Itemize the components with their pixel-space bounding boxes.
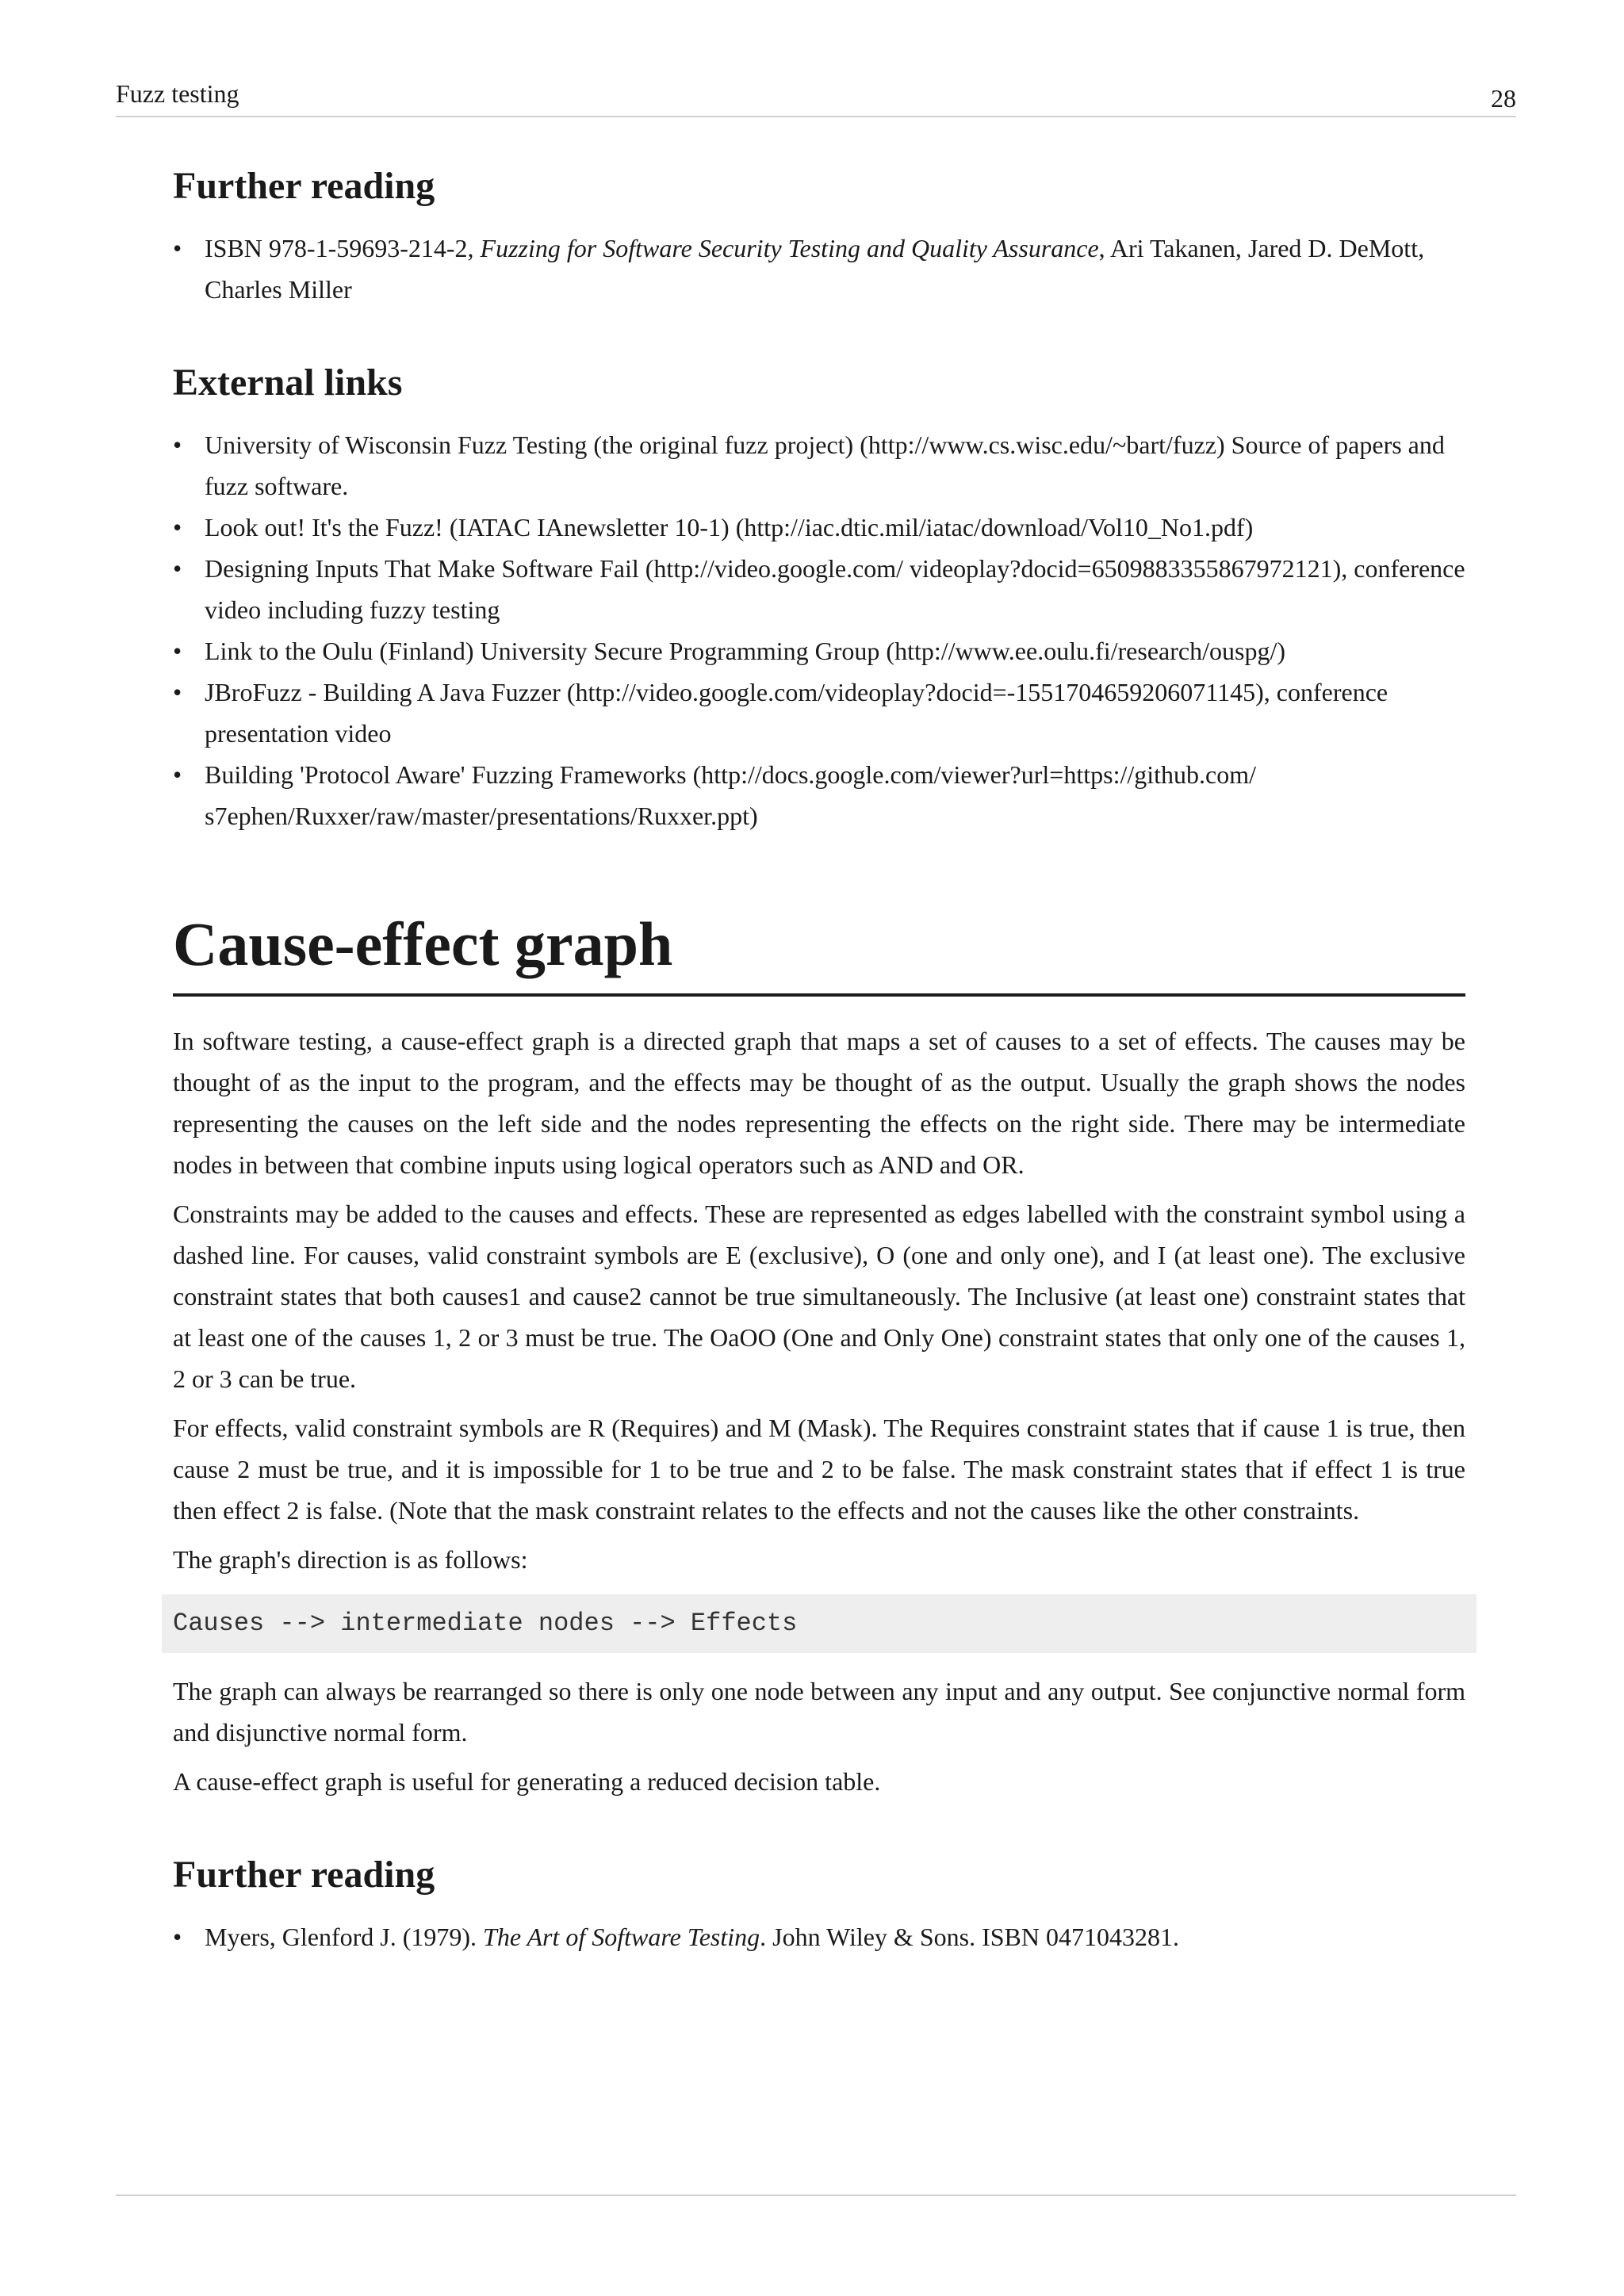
further-reading-heading: Further reading bbox=[173, 1854, 435, 1896]
reference-title: Fuzzing for Software Security Testing and Quality Assurance bbox=[480, 234, 1099, 262]
further-reading-list bbox=[173, 1916, 1465, 1957]
page-number: 28 bbox=[1491, 84, 1516, 113]
reference-text: ISBN 978-1-59693-214-2, bbox=[205, 234, 481, 262]
body-paragraph: The graph's direction is as follows: bbox=[173, 1545, 528, 1574]
page-content bbox=[173, 163, 1465, 1957]
body-paragraph: Constraints may be added to the causes and effects. These are represented as edges labelled with the constraint symbol using a dashed line. For causes, valid constraint symbols are E (exclusive), O (one and only one), and I (at least one). The exclusive constraint states that both causes1 and cause2 cannot be true simultaneously. The Inclusive (at least one) constraint states that at least one of the causes 1, 2 or 3 must be true. The OaOO (One and Only One) constraint states that only one of the causes 1, 2 or 3 can be true. bbox=[173, 1200, 1465, 1393]
external-links-list bbox=[173, 424, 1465, 836]
body-paragraph: A cause-effect graph is useful for generating a reduced decision table. bbox=[173, 1767, 881, 1796]
reference-item bbox=[173, 228, 1465, 310]
further-reading-heading: Further reading bbox=[173, 165, 435, 207]
reference-title: The Art of Software Testing bbox=[483, 1923, 760, 1951]
chapter-title: Cause-effect graph bbox=[173, 905, 1465, 997]
external-link-item[interactable]: • Look out! It's the Fuzz! (IATAC IAnewsletter 10-1) (http://iac.dtic.mil/iatac/download/Vol10_No1.pdf) bbox=[173, 507, 1465, 548]
further-reading-list bbox=[173, 228, 1465, 310]
external-link-item[interactable]: • Building 'Protocol Aware' Fuzzing Frameworks (http://docs.google.com/viewer?url=https://github.com/ s7ephen/Ruxxer/raw/master/presentations/Ruxxer.ppt) bbox=[173, 754, 1465, 836]
external-link-item[interactable]: • Link to the Oulu (Finland) University Secure Programming Group (http://www.ee.oulu.fi/research/ouspg/) bbox=[173, 630, 1465, 672]
external-link-item[interactable]: • JBroFuzz - Building A Java Fuzzer (http://video.google.com/videoplay?docid=-1551704659206071145), conference presentation video bbox=[173, 672, 1465, 754]
external-links-heading: External links bbox=[173, 362, 403, 404]
body-paragraph: In software testing, a cause-effect graph is a directed graph that maps a set of causes to a set of effects. The causes may be thought of as the input to the program, and the effects may be thought of as the output. Usually the graph shows the nodes representing the causes on the left side and the nodes representing the effects on the right side. There may be intermediate nodes in between that combine inputs using logical operators such as AND and OR. bbox=[173, 1027, 1465, 1179]
reference-item bbox=[173, 1916, 1465, 1957]
reference-text: Myers, Glenford J. (1979). bbox=[205, 1923, 484, 1951]
cause-effect-graph-chapter bbox=[173, 905, 1465, 1802]
further-reading-section bbox=[173, 1851, 1465, 1957]
external-links-section bbox=[173, 359, 1465, 836]
external-link-item[interactable]: • University of Wisconsin Fuzz Testing (the original fuzz project) (http://www.cs.wisc.edu/~bart/fuzz) Source of papers and fuzz software. bbox=[173, 424, 1465, 507]
further-reading-section bbox=[173, 163, 1465, 310]
body-paragraph: For effects, valid constraint symbols are R (Requires) and M (Mask). The Requires constraint states that if cause 1 is true, then cause 2 must be true, and it is impossible for 1 to be true and 2 to be false. The mask constraint states that if effect 1 is true then effect 2 is false. (Note that the mask constraint relates to the effects and not the causes like the other constraints. bbox=[173, 1414, 1465, 1525]
running-header bbox=[116, 78, 1516, 117]
running-title: Fuzz testing bbox=[116, 79, 239, 108]
code-block: Causes --> intermediate nodes --> Effects bbox=[162, 1594, 1477, 1653]
reference-text: , Ari Takanen, Jared D. DeMott, Charles Miller bbox=[205, 234, 1425, 304]
reference-text: . John Wiley & Sons. ISBN 0471043281. bbox=[760, 1923, 1179, 1951]
body-paragraph: The graph can always be rearranged so there is only one node between any input and any output. See conjunctive normal form and disjunctive normal form. bbox=[173, 1677, 1465, 1747]
external-link-item[interactable]: • Designing Inputs That Make Software Fail (http://video.google.com/ videoplay?docid=6509883355867972121), conference video including fuzzy testing bbox=[173, 548, 1465, 630]
footer-rule bbox=[116, 2195, 1516, 2196]
